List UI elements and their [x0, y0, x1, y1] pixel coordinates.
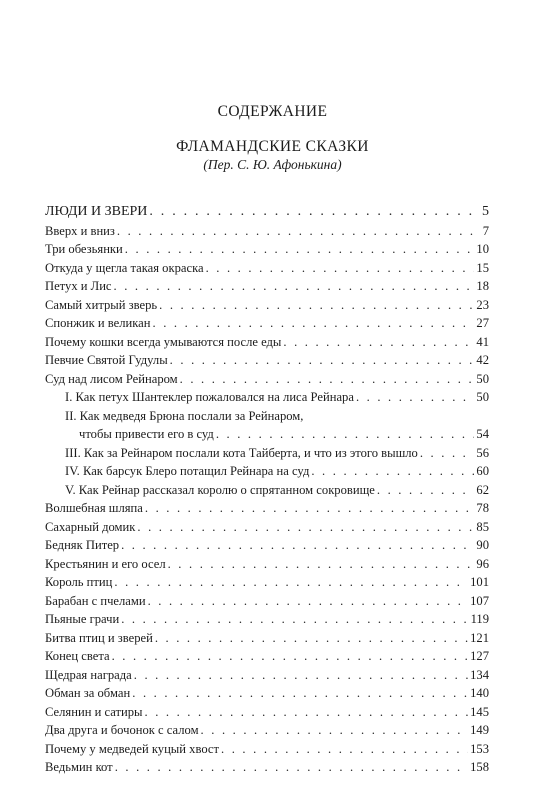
toc-entry: [45, 684, 489, 703]
toc-entry: [45, 222, 489, 241]
toc-title: Обман за обман: [45, 686, 131, 700]
toc-title: Певчие Святой Гудулы: [45, 353, 168, 367]
toc-subentry-continuation: [45, 425, 489, 444]
toc-leader-dots: [148, 592, 469, 611]
toc-leader-dots: [206, 259, 475, 278]
toc-entry: [45, 240, 489, 259]
toc-entry: [45, 536, 489, 555]
toc-leader-dots: [180, 370, 475, 389]
toc-title: Конец света: [45, 649, 110, 663]
toc-entry: [45, 518, 489, 537]
toc-leader-dots: [155, 629, 468, 648]
toc-page-number: 158: [470, 760, 489, 774]
toc-leader-dots: [117, 222, 481, 241]
toc-page-number: 107: [470, 593, 489, 608]
toc-entry: [45, 333, 489, 352]
toc-page-number: 54: [476, 427, 489, 441]
translator-note: (Пер. С. Ю. Афонькина): [203, 157, 342, 172]
toc-page-number: 96: [476, 556, 489, 571]
toc-leader-dots: [145, 499, 475, 518]
toc-entry: [45, 758, 489, 777]
toc-title: Спонжик и великан: [45, 316, 151, 330]
toc-title: V. Как Рейнар рассказал королю о спрятанном сокровище: [65, 482, 375, 497]
toc-leader-dots: [377, 481, 475, 500]
toc-title: Пьяные грачи: [45, 612, 120, 626]
toc-page-number: 7: [482, 223, 489, 238]
toc-title: Три обезьянки: [45, 242, 123, 256]
section-title: ФЛАМАНДСКИЕ СКАЗКИ: [176, 138, 369, 155]
toc-entry: [45, 277, 489, 296]
toc-subentry: [45, 462, 489, 481]
toc-page-number: 10: [476, 242, 489, 256]
toc-leader-dots: [134, 666, 468, 685]
toc-title: Самый хитрый зверь: [45, 297, 158, 312]
toc-leader-dots: [114, 277, 475, 296]
toc-entry: [45, 555, 489, 574]
toc-subentry: [45, 444, 489, 463]
toc-leader-dots: [149, 203, 480, 222]
toc-title: Бедняк Питер: [45, 538, 120, 552]
toc-entry: [45, 666, 489, 685]
toc-leader-dots: [125, 240, 475, 259]
toc-leader-dots: [170, 351, 475, 370]
toc-subentry: [45, 407, 489, 426]
toc-title: Ведьмин кот: [45, 760, 113, 774]
toc-leader-dots: [121, 536, 474, 555]
toc-page-number: 50: [476, 371, 489, 386]
toc-title: IV. Как барсук Блеро потащил Рейнара на суд: [65, 464, 310, 478]
toc-title: III. Как за Рейнаром послали кота Тайберта, и что из этого вышло: [65, 445, 418, 460]
toc-entry: [45, 370, 489, 389]
toc-title: Петух и Лис: [45, 279, 112, 293]
toc-page-number: 119: [470, 612, 489, 626]
toc-page-number: 50: [476, 390, 489, 404]
toc-page-number: 23: [476, 297, 489, 312]
toc-entry-people-and-beasts: [45, 203, 489, 222]
toc-entry: [45, 314, 489, 333]
toc-title: Селянин и сатиры: [45, 704, 143, 719]
toc-title: Сахарный домик: [45, 519, 136, 534]
toc-entry: [45, 351, 489, 370]
toc-page-number: 149: [470, 723, 489, 737]
contents-title: СОДЕРЖАНИЕ: [217, 103, 328, 120]
toc-page-number: 15: [476, 260, 489, 275]
toc-title: Крестьянин и его осел: [45, 556, 166, 571]
toc-entry: [45, 259, 489, 278]
toc-page-number: 90: [476, 538, 489, 552]
toc-title: Битва птиц и зверей: [45, 630, 153, 645]
toc-leader-dots: [132, 684, 468, 703]
toc-title: ЛЮДИ И ЗВЕРИ: [45, 204, 148, 219]
toc-entry: [45, 740, 489, 759]
toc-title: Щедрая награда: [45, 667, 132, 682]
toc-title: чтобы привести его в суд: [79, 427, 214, 441]
toc-entry: [45, 610, 489, 629]
toc-page-number: 145: [470, 704, 489, 719]
toc-page-number: 127: [470, 649, 489, 663]
toc-page-number: 121: [470, 630, 489, 645]
toc-leader-dots: [112, 647, 469, 666]
toc-page-number: 56: [476, 445, 489, 460]
toc-entry: [45, 721, 489, 740]
toc-page-number: 5: [482, 204, 489, 219]
toc-leader-dots: [356, 388, 474, 407]
toc-leader-dots: [145, 703, 469, 722]
toc-entry: [45, 629, 489, 648]
toc-leader-dots: [221, 740, 468, 759]
toc-entry: [45, 703, 489, 722]
toc-title: II. Как медведя Брюна послали за Рейнаром,: [65, 408, 304, 423]
toc-leader-dots: [311, 462, 474, 481]
toc-subentry: [45, 388, 489, 407]
toc-entry: [45, 296, 489, 315]
toc-page-number: 101: [470, 575, 489, 589]
toc-page-number: 41: [476, 334, 489, 349]
toc-title: Вверх и вниз: [45, 223, 115, 238]
toc-title: Почему кошки всегда умываются после еды: [45, 334, 282, 349]
toc-leader-dots: [216, 425, 475, 444]
toc-leader-dots: [159, 296, 474, 315]
toc-leader-dots: [137, 518, 474, 537]
toc-title: Почему у медведей куцый хвост: [45, 741, 220, 756]
toc-title: Волшебная шляпа: [45, 501, 143, 515]
toc-entry: [45, 647, 489, 666]
toc-page-number: 18: [476, 279, 489, 293]
toc-page-number: 140: [470, 686, 489, 700]
toc-page-number: 134: [470, 667, 489, 682]
toc-page-number: 62: [476, 482, 489, 497]
toc-page-number: 78: [476, 501, 489, 515]
toc-leader-dots: [121, 610, 468, 629]
toc-leader-dots: [420, 444, 475, 463]
toc-leader-dots: [153, 314, 475, 333]
toc-leader-dots: [115, 758, 468, 777]
toc-page-number: 153: [470, 741, 489, 756]
toc-subentry: [45, 481, 489, 500]
toc-leader-dots: [283, 333, 474, 352]
toc-leader-dots: [168, 555, 475, 574]
toc-title: Король птиц: [45, 575, 113, 589]
toc-leader-dots: [114, 573, 468, 592]
toc-title: Суд над лисом Рейнаром: [45, 371, 178, 386]
toc-title: I. Как петух Шантеклер пожаловался на лиса Рейнара: [65, 390, 354, 404]
toc-page-number: 60: [476, 464, 489, 478]
toc-leader-dots: [201, 721, 469, 740]
toc-page-number: 27: [476, 316, 489, 330]
toc-page-number: 42: [476, 353, 489, 367]
toc-entry: [45, 499, 489, 518]
toc-title: Два друга и бочонок с салом: [45, 723, 199, 737]
toc-title: Барабан с пчелами: [45, 593, 146, 608]
toc-entry: [45, 592, 489, 611]
toc-entry: [45, 573, 489, 592]
toc-title: Откуда у щегла такая окраска: [45, 260, 204, 275]
table-of-contents: [45, 203, 489, 777]
toc-page-number: 85: [476, 519, 489, 534]
